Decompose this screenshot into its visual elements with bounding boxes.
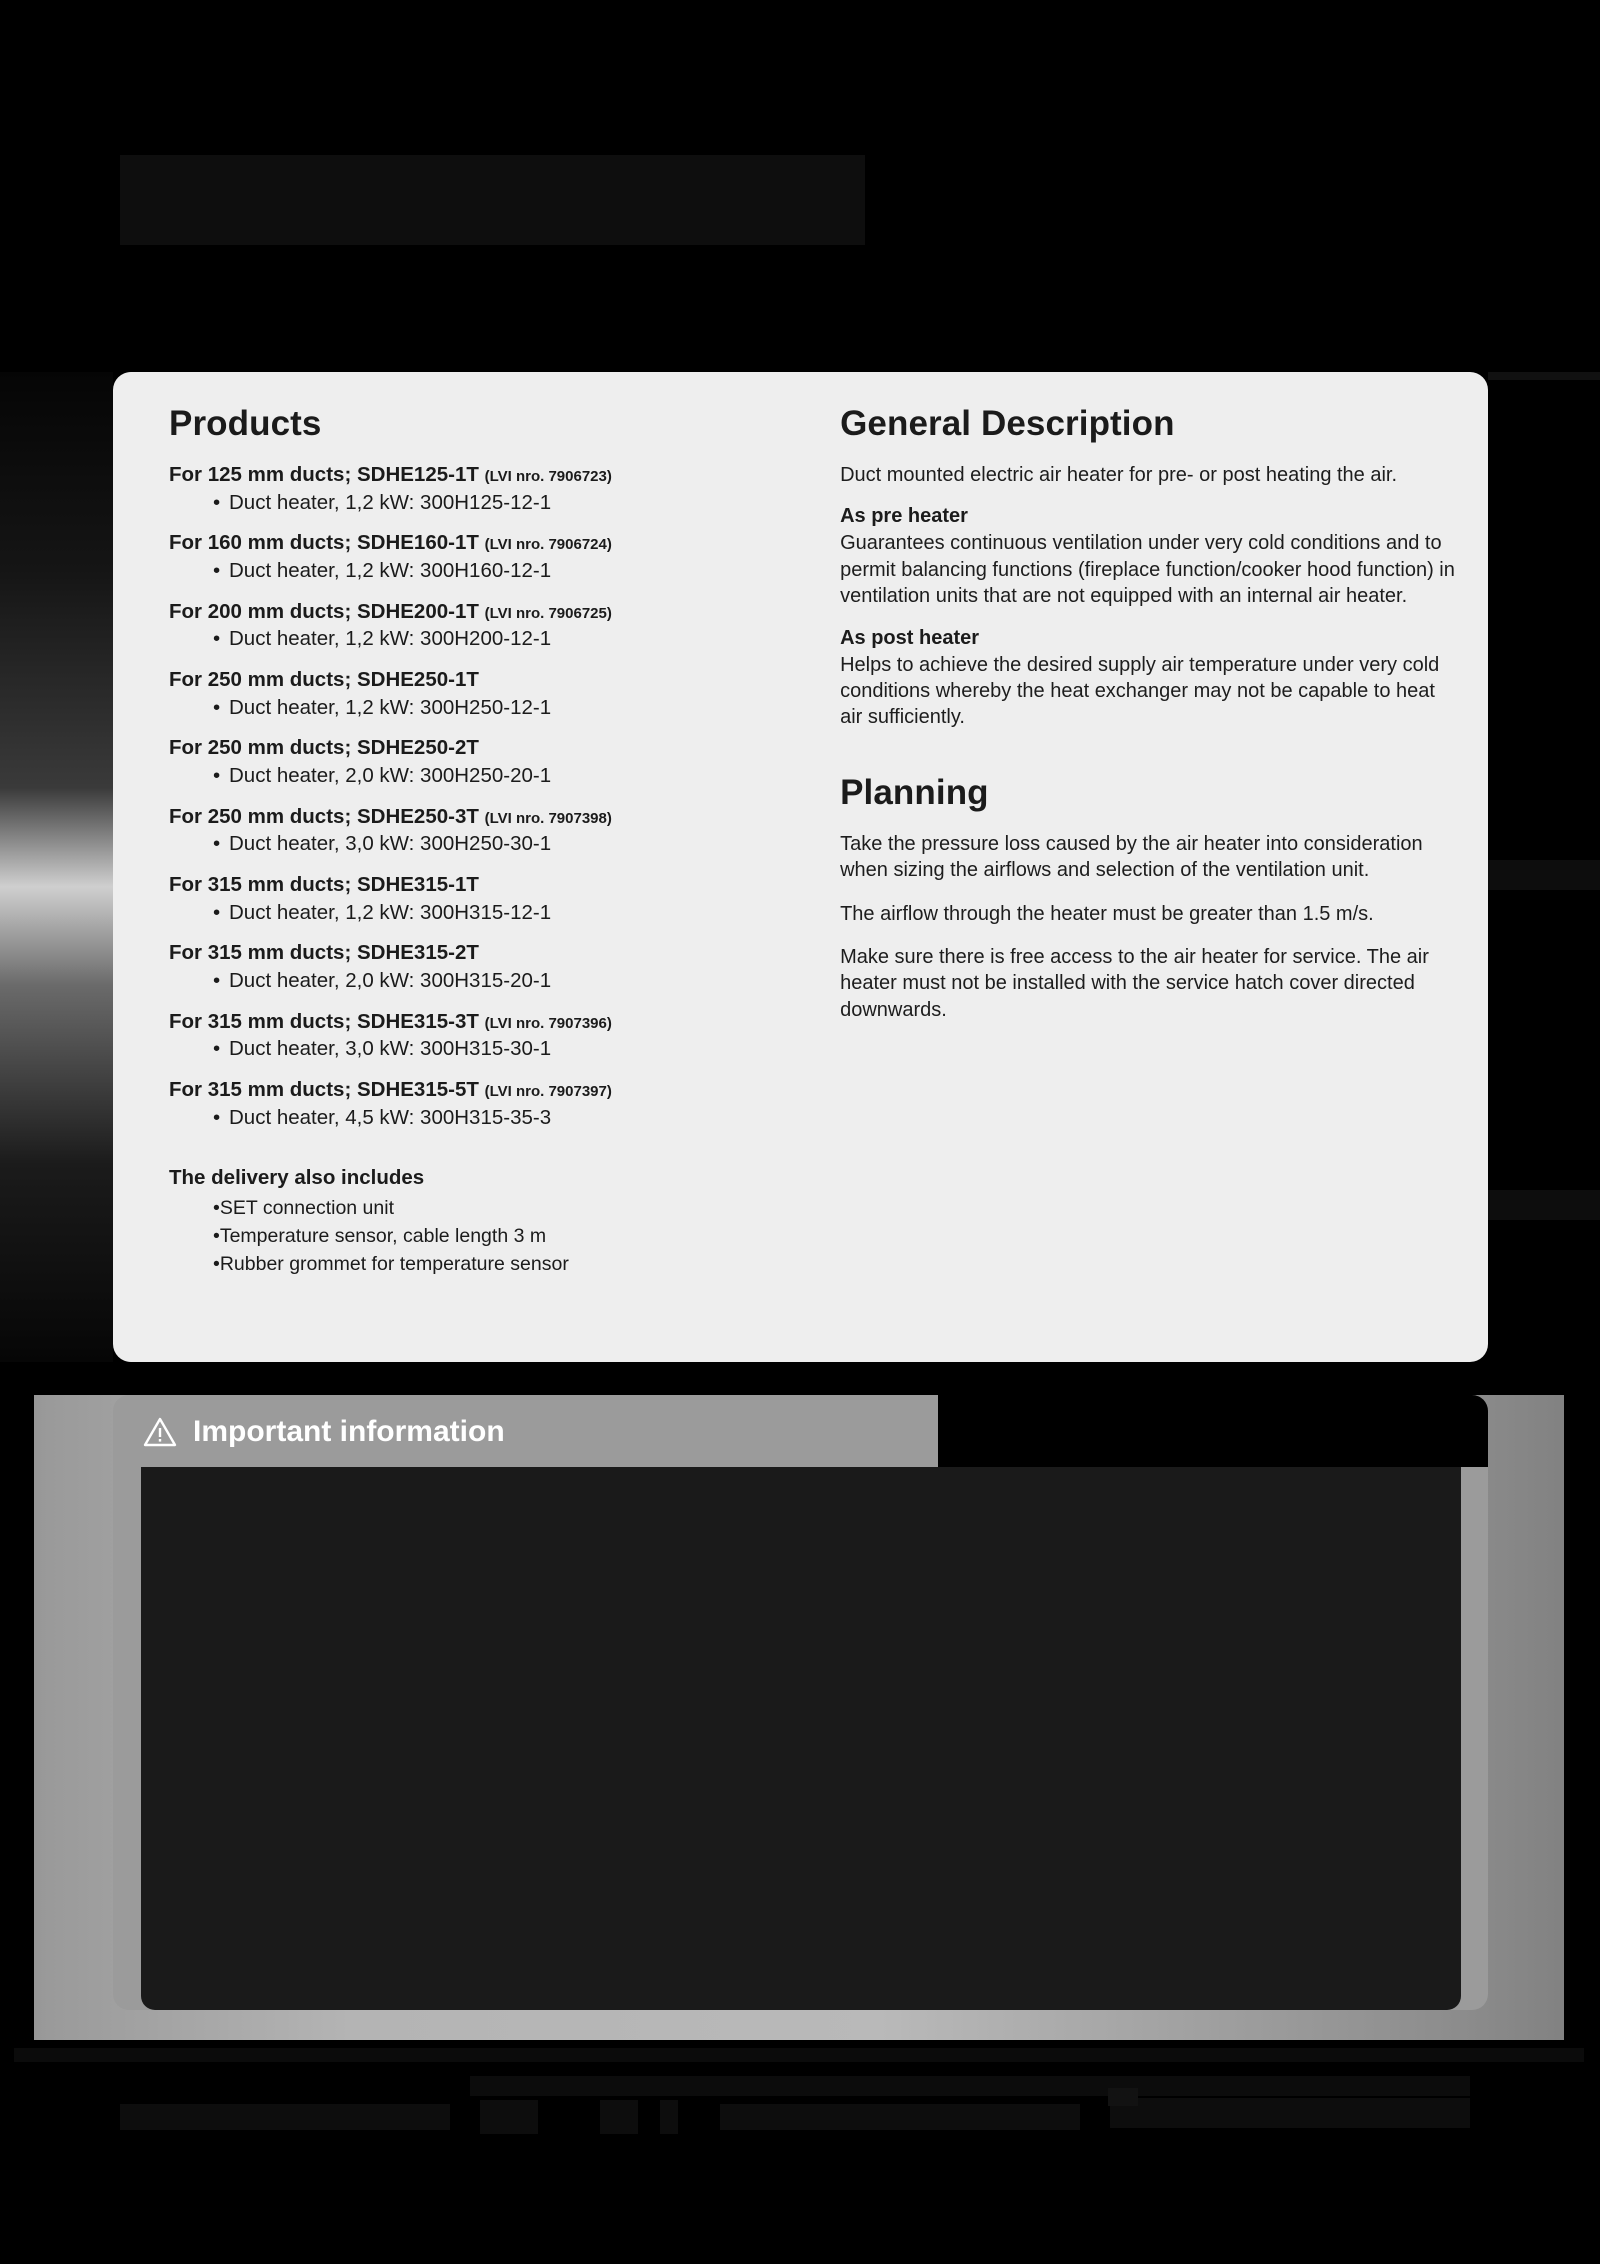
- top-banner: [0, 0, 1600, 245]
- product-group-title: For 160 mm ducts; SDHE160-1T (LVI nro. 7906724): [169, 531, 612, 555]
- delivery-item: •Temperature sensor, cable length 3 m: [213, 1225, 547, 1248]
- warning-triangle-icon: [143, 1417, 177, 1447]
- pre-heater-title: As pre heater: [840, 505, 968, 528]
- band-right-edge: [1564, 1395, 1600, 2040]
- footer-block: [600, 2100, 638, 2134]
- product-item: • Duct heater, 1,2 kW: 300H250-12-1: [213, 695, 552, 719]
- description-column: [830, 396, 1458, 1336]
- product-lvi-code: (LVI nro. 7907396): [484, 1014, 612, 1032]
- post-heater-title: As post heater: [840, 626, 980, 649]
- product-group: [169, 804, 830, 859]
- product-item: • Duct heater, 1,2 kW: 300H125-12-1: [213, 490, 552, 514]
- left-edge-strip: [0, 372, 113, 1362]
- post-heater-text: Helps to achieve the desired supply air temperature under very cold conditions whereby the heat exchanger may not be capable to heat air sufficiently.: [840, 653, 1440, 729]
- planning-heading: Planning: [840, 772, 989, 812]
- products-heading: Products: [169, 404, 322, 443]
- product-group-title: For 200 mm ducts; SDHE200-1T (LVI nro. 7906725): [169, 599, 612, 623]
- product-item: • Duct heater, 1,2 kW: 300H315-12-1: [213, 900, 552, 924]
- product-lvi-code: (LVI nro. 7906725): [484, 604, 612, 622]
- band-left-edge: [0, 1395, 34, 2040]
- planning-paragraph: Take the pressure loss caused by the air heater into consideration when sizing the airflows and selection of the ventilation unit.: [840, 832, 1423, 882]
- product-group: [169, 735, 830, 790]
- top-banner-subbar: [0, 245, 1600, 325]
- product-group: [169, 1009, 830, 1064]
- product-lvi-code: (LVI nro. 7907398): [484, 809, 612, 827]
- delivery-section: [169, 1166, 830, 1278]
- product-group-title: For 125 mm ducts; SDHE125-1T (LVI nro. 7906723): [169, 463, 612, 486]
- footer-block: [1108, 2088, 1138, 2106]
- product-group: [169, 530, 830, 585]
- product-group: [169, 872, 830, 927]
- product-group-title: For 250 mm ducts; SDHE250-1T: [169, 668, 479, 692]
- product-group: [169, 940, 830, 995]
- delivery-item: •SET connection unit: [213, 1197, 394, 1220]
- general-description-intro: Duct mounted electric air heater for pre- or post heating the air.: [840, 464, 1398, 486]
- product-group: [169, 599, 830, 654]
- footer-rule: [14, 2048, 1584, 2062]
- general-description-heading: General Description: [840, 404, 1175, 443]
- important-information-body: [141, 1467, 1461, 2010]
- footer-block: [120, 2104, 450, 2130]
- planning-paragraph: The airflow through the heater must be greater than 1.5 m/s.: [840, 902, 1374, 925]
- product-group-title: For 250 mm ducts; SDHE250-2T: [169, 736, 479, 760]
- top-banner-title-block: [120, 155, 865, 245]
- product-lvi-code: (LVI nro. 7906723): [484, 468, 612, 485]
- right-edge-block-low: [1488, 1190, 1600, 1220]
- footer-block: [480, 2100, 538, 2134]
- right-edge-block-top: [1488, 372, 1600, 380]
- product-item: • Duct heater, 4,5 kW: 300H315-35-3: [213, 1105, 552, 1129]
- product-group-title: For 315 mm ducts; SDHE315-1T: [169, 873, 479, 897]
- product-item: • Duct heater, 2,0 kW: 300H250-20-1: [213, 764, 552, 787]
- footer-block: [720, 2104, 1080, 2130]
- delivery-item: •Rubber grommet for temperature sensor: [213, 1252, 569, 1275]
- products-column: [143, 396, 830, 1336]
- pre-heater-text: Guarantees continuous ventilation under very cold conditions and to permit balancing functions (fireplace function/cooker hood function) in ventilation units that are not equipped with an internal air heater.: [840, 532, 1455, 608]
- footer-block: [660, 2100, 678, 2134]
- right-edge-block-mid: [1488, 860, 1600, 890]
- product-group: [169, 667, 830, 722]
- product-group-title: For 315 mm ducts; SDHE315-2T: [169, 941, 479, 965]
- product-item: • Duct heater, 3,0 kW: 300H250-30-1: [213, 832, 552, 856]
- product-lvi-code: (LVI nro. 7906724): [484, 536, 612, 554]
- product-group: [169, 462, 830, 517]
- product-item: • Duct heater, 1,2 kW: 300H200-12-1: [213, 627, 552, 651]
- delivery-title: The delivery also includes: [169, 1166, 425, 1190]
- footer-block: [470, 2076, 1470, 2096]
- important-information-header-block: [938, 1395, 1488, 1467]
- product-item: • Duct heater, 3,0 kW: 300H315-30-1: [213, 1037, 552, 1061]
- product-lvi-code: (LVI nro. 7907397): [484, 1083, 612, 1101]
- product-item: • Duct heater, 1,2 kW: 300H160-12-1: [213, 558, 552, 582]
- important-information-header: [143, 1415, 505, 1449]
- planning-paragraph: Make sure there is free access to the air heater for service. The air heater must not be installed with the service hatch cover directed downwards.: [840, 945, 1429, 1021]
- product-item: • Duct heater, 2,0 kW: 300H315-20-1: [213, 969, 552, 993]
- product-group-title: For 315 mm ducts; SDHE315-3T (LVI nro. 7907396): [169, 1009, 612, 1033]
- footer: [0, 2040, 1600, 2264]
- product-group-title: For 315 mm ducts; SDHE315-5T (LVI nro. 7907397): [169, 1078, 612, 1102]
- content-card: [113, 372, 1488, 1362]
- product-group-title: For 250 mm ducts; SDHE250-3T (LVI nro. 7907398): [169, 804, 612, 828]
- product-group: [169, 1077, 830, 1132]
- important-information-card: [113, 1395, 1488, 2010]
- important-information-label: Important information: [193, 1415, 505, 1448]
- footer-block: [1110, 2098, 1470, 2128]
